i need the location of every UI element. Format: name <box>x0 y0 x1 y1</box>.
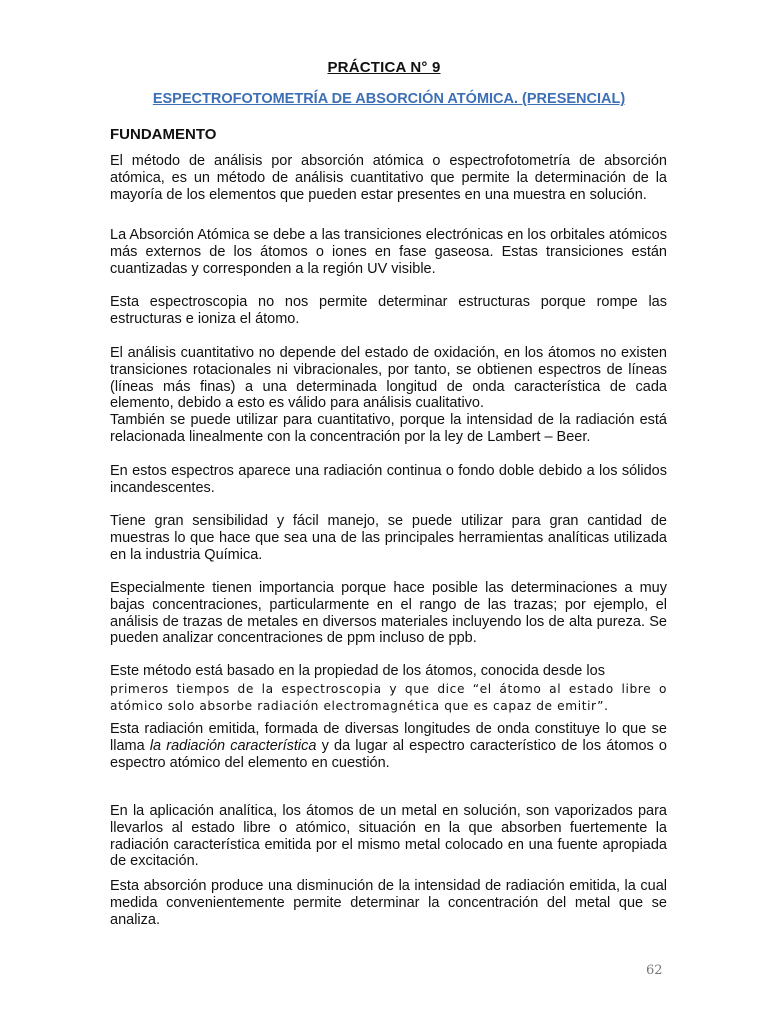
characteristic-radiation-text-b: y da lugar al espectro característico de los átomos o espectro atómico del elemento en cuestión. <box>110 737 667 771</box>
characteristic-radiation-emphasis: la radiación característica <box>149 737 317 754</box>
page-title: PRÁCTICA N° 9 <box>327 59 441 76</box>
section-heading: FUNDAMENTO <box>110 126 217 143</box>
paragraph-structures: Esta espectroscopia no nos permite determinar estructuras porque rompe las estructuras e ioniza el átomo. <box>110 294 667 327</box>
paragraph-trace-analysis: Especialmente tienen importancia porque hace posible las determinaciones a muy bajas concentraciones, particularmente en el rango de las trazas; por ejemplo, el análisis de trazas de metales en diversos materiales incluyendo los de alta pureza. Se pueden analizar concentraciones de ppm incluso de ppb. <box>110 580 667 647</box>
characteristic-radiation-text-a: Esta radiación emitida, formada de diversas longitudes de onda constituye lo que se llama <box>110 721 667 754</box>
paragraph-absorption-effect: Esta absorción produce una disminución de la intensidad de radiación emitida, la cual medida convenientemente permite determinar la concentración del metal que se analiza. <box>110 878 667 928</box>
paragraph-transitions: La Absorción Atómica se debe a las transiciones electrónicas en los orbitales atómicos más externos de los átomos o iones en fase gaseosa. Estas transiciones están cuantizadas y corresponden a la región UV visible. <box>110 227 667 277</box>
paragraph-analytical-application: En la aplicación analítica, los átomos de un metal en solución, son vaporizados para llevarlos al estado libre o atómico, situación en la que absorben fuertemente la radiación característica emitida por el mismo metal colocado en una fuente apropiada de excitación. <box>110 803 667 870</box>
paragraph-characteristic-radiation <box>110 721 667 771</box>
paragraph-method-basis: Este método está basado en la propiedad de los átomos, conocida desde los <box>110 663 605 679</box>
paragraph-lambert-beer: También se puede utilizar para cuantitativo, porque la intensidad de la radiación está relacionada linealmente con la concentración por la ley de Lambert – Beer. <box>110 412 667 445</box>
paragraph-quantitative: El análisis cuantitativo no depende del estado de oxidación, en los átomos no existen transiciones rotacionales ni vibracionales, por tanto, se obtienen espectros de líneas (líneas más finas) a una determinada longitud de onda característica de cada elemento, debido a esto es válido para análisis cualitativo. <box>110 345 667 412</box>
page-number: 62 <box>646 963 663 978</box>
paragraph-sensitivity: Tiene gran sensibilidad y fácil manejo, se puede utilizar para gran cantidad de muestras lo que hace que sea una de las principales herramientas analíticas utilizada en la industria Química. <box>110 513 667 563</box>
paragraph-atom-quote: primeros tiempos de la espectroscopia y que dice “el átomo al estado libre o atómico solo absorbe radiación electromagnética que es capaz de emitir”. <box>110 682 667 713</box>
page-subtitle: ESPECTROFOTOMETRÍA DE ABSORCIÓN ATÓMICA. (PRESENCIAL) <box>152 91 626 107</box>
paragraph-definition: El método de análisis por absorción atómica o espectrofotometría de absorción atómica, es un método de análisis cuantitativo que permite la determinación de la mayoría de los elementos que pueden estar presentes en una muestra en solución. <box>110 153 667 203</box>
paragraph-continuous-radiation: En estos espectros aparece una radiación continua o fondo doble debido a los sólidos incandescentes. <box>110 463 667 496</box>
